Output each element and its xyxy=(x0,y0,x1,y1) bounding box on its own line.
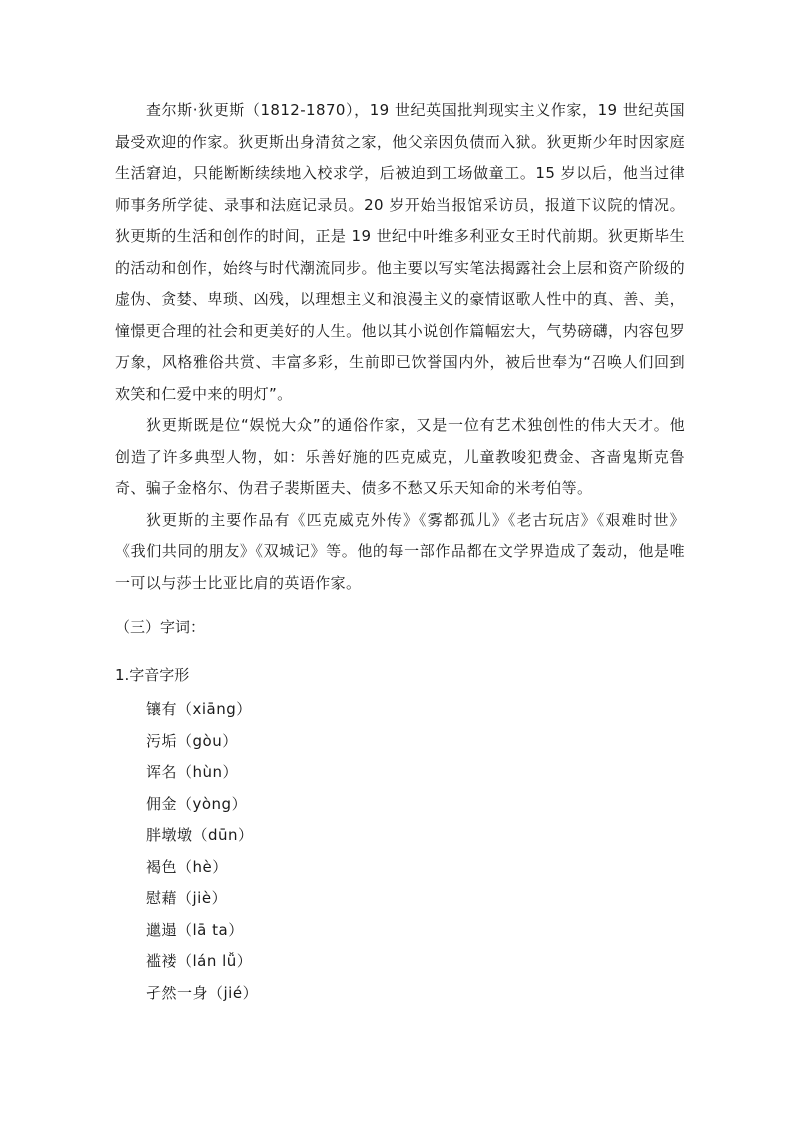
vocab-item: 污垢（gòu） xyxy=(146,731,238,750)
paragraph-characters: 狄更斯既是位“娱悦大众”的通俗作家，又是一位有艺术独创性的伟大天才。他创造了许多典型人物，如：乐善好施的匹克威克，儿童教唆犯费金、吝啬鬼斯克鲁奇、骗子金格尔、伪君子裴斯匿夫、债多不愁又乐天知命的米考伯等。 xyxy=(115,416,685,497)
section-heading: （三）字词： xyxy=(115,618,206,636)
paragraph-works: 狄更斯的主要作品有《匹克威克外传》《雾都孤儿》《老古玩店》《艰难时世》《我们共同的朋友》《双城记》等。他的每一部作品都在文学界造成了轰动，他是唯一可以与莎士比亚比肩的英语作家。 xyxy=(115,510,685,592)
vocab-item: 褐色（hè） xyxy=(146,857,228,876)
vocab-item: 褴褛（lán lǚ） xyxy=(146,952,253,970)
subsection-heading: 1.字音字形 xyxy=(115,666,190,684)
vocab-item: 孑然一身（jié） xyxy=(146,983,259,1002)
paragraph-biography: 查尔斯·狄更斯（1812-1870），19 世纪英国批判现实主义作家，19 世纪英国最受欢迎的作家。狄更斯出身清贫之家，他父亲因负债而入狱。狄更斯少年时因家庭生活窘迫，只能断断续续地入校求学，后被迫到工场做童工。15 岁以后，他当过律师事务所学徒、录事和法庭记录员。20 岁开始当报馆采访员，报道下议院的情况。狄更斯的生活和创作的时间，正是 19 世纪中叶维多利亚女王时代前期。狄更斯毕生的活动和创作，始终与时代潮流同步。他主要以写实笔法揭露社会上层和资产阶级的虚伪、贪婪、卑琐、凶残，以理想主义和浪漫主义的豪情讴歌人性中的真、善、美，憧憬更合理的社会和更美好的人生。他以其小说创作篇幅宏大，气势磅礴，内容包罗万象，风格雅俗共赏、丰富多彩，生前即已饮誉国内外，被后世奉为“召唤人们回到欢笑和仁爱中来的明灯”。 xyxy=(115,101,685,403)
vocab-list xyxy=(146,694,258,1009)
vocab-item: 慰藉（jiè） xyxy=(146,889,228,907)
vocab-item: 邋遢（lā ta） xyxy=(146,920,244,939)
vocab-item: 佣金（yòng） xyxy=(146,794,248,813)
vocab-item: 胖墩墩（dūn） xyxy=(146,826,254,844)
vocab-item: 镶有（xiāng） xyxy=(146,700,252,718)
biography-text xyxy=(115,95,685,599)
vocab-item: 诨名（hùn） xyxy=(146,763,239,781)
